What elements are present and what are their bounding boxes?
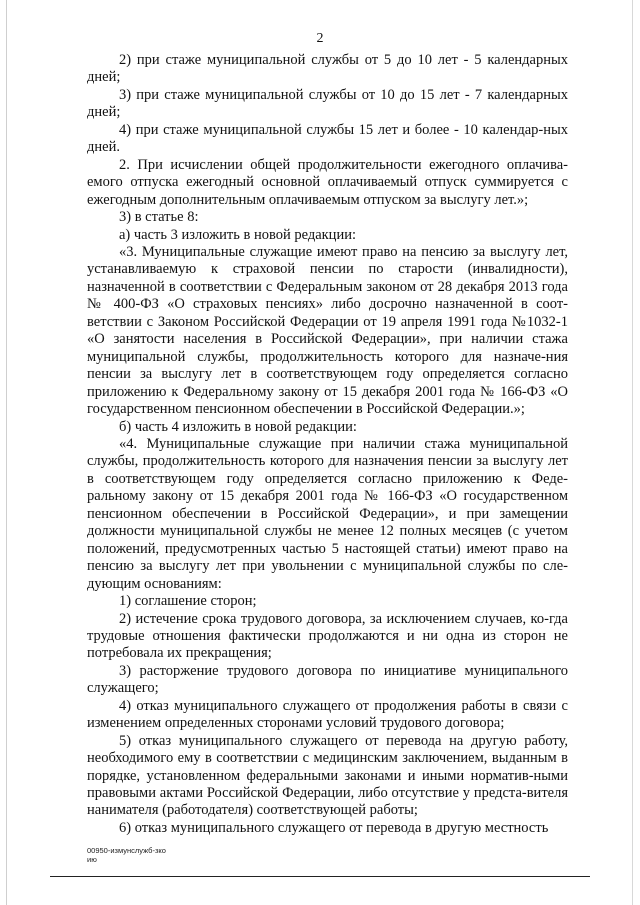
paragraph-5: 3) в статье 8: bbox=[119, 209, 199, 226]
page-number: 2 bbox=[316, 31, 324, 46]
scan-edge-left bbox=[6, 0, 7, 905]
paragraph-3: 4) при стаже муниципальной службы 15 лет и более - 10 календар-ных дней. bbox=[87, 121, 568, 156]
paragraph-10: 1) соглашение сторон; bbox=[119, 593, 257, 610]
paragraph-13: 4) отказ муниципального служащего от продолжения работы в связи с изменением определенных сторонами условий трудового договора; bbox=[87, 697, 568, 732]
footer-document-code bbox=[87, 846, 177, 864]
paragraph-8: б) часть 4 изложить в новой редакции: bbox=[119, 418, 357, 435]
scan-edge-right bbox=[632, 0, 633, 905]
document-body bbox=[87, 52, 568, 837]
paragraph-14: 5) отказ муниципального служащего от перевода на другую работу, необходимого ему в соответствии с медицинским заключением, выданным в порядке, установленном федеральными законами и иными норматив-ными правовыми актами Российской Федерации, либо отсутствие у предста-вителя нанимателя (работодателя) соответствующей работы; bbox=[87, 732, 568, 819]
paragraph-9: «4. Муниципальные служащие при наличии стажа муниципальной службы, продолжительность которого для назначения пенсии за выслугу лет в соответствующем году определяется согласно приложению к Феде-ральному закону от 15 декабря 2001 года № 166-ФЗ «О государственном пенсионном обеспечении в Российской Федерации», и при замещении должности муниципальной службы не менее 12 полных месяцев (с учетом положений, предусмотренных частью 5 настоящей статьи) имеют право на пенсию за выслугу лет при увольнении с муниципальной службы по сле-дующим основаниям: bbox=[87, 435, 568, 592]
footer-code-line-1: 00950-измунслужб-зко bbox=[87, 846, 166, 855]
paragraph-6: а) часть 3 изложить в новой редакции: bbox=[119, 226, 356, 243]
paragraph-15: 6) отказ муниципального служащего от перевода в другую местность bbox=[119, 819, 549, 836]
paragraph-12: 3) расторжение трудового договора по инициативе муниципального служащего; bbox=[87, 662, 568, 697]
paragraph-2: 3) при стаже муниципальной службы от 10 до 15 лет - 7 календарных дней; bbox=[87, 86, 568, 121]
paragraph-7: «3. Муниципальные служащие имеют право на пенсию за выслугу лет, устанавливаемую к страховой пенсии по старости (инвалидности), назначенной в соответствии с Федеральным законом от 28 декабря 2013 года № 400-ФЗ «О страховых пенсиях» либо досрочно назначенной в соот-ветствии с Законом Российской Федерации от 19 апреля 1991 года №1032-1 «О занятости населения в Российской Федерации», при наличии стажа муниципальной службы, продолжительность которого для назначе-ния пенсии за выслугу лет в соответствующем году определяется согласно приложению к Федеральному закону от 15 декабря 2001 года № 166-ФЗ «О государственном пенсионном обеспечении в Российской Федерации.»; bbox=[87, 243, 568, 418]
paragraph-11: 2) истечение срока трудового договора, за исключением случаев, ко-гда трудовые отношения фактически продолжаются и ни одна из сторон не потребовала их прекращения; bbox=[87, 610, 568, 662]
paragraph-4: 2. При исчислении общей продолжительности ежегодного оплачива-емого отпуска ежегодный основной оплачиваемый отпуск суммируется с ежегодным дополнительным оплачиваемым отпуском за выслугу лет.»; bbox=[87, 156, 568, 208]
footer-code-line-2: ию bbox=[87, 855, 97, 864]
paragraph-1: 2) при стаже муниципальной службы от 5 до 10 лет - 5 календарных дней; bbox=[87, 52, 568, 86]
scan-bottom-edge bbox=[50, 876, 590, 877]
